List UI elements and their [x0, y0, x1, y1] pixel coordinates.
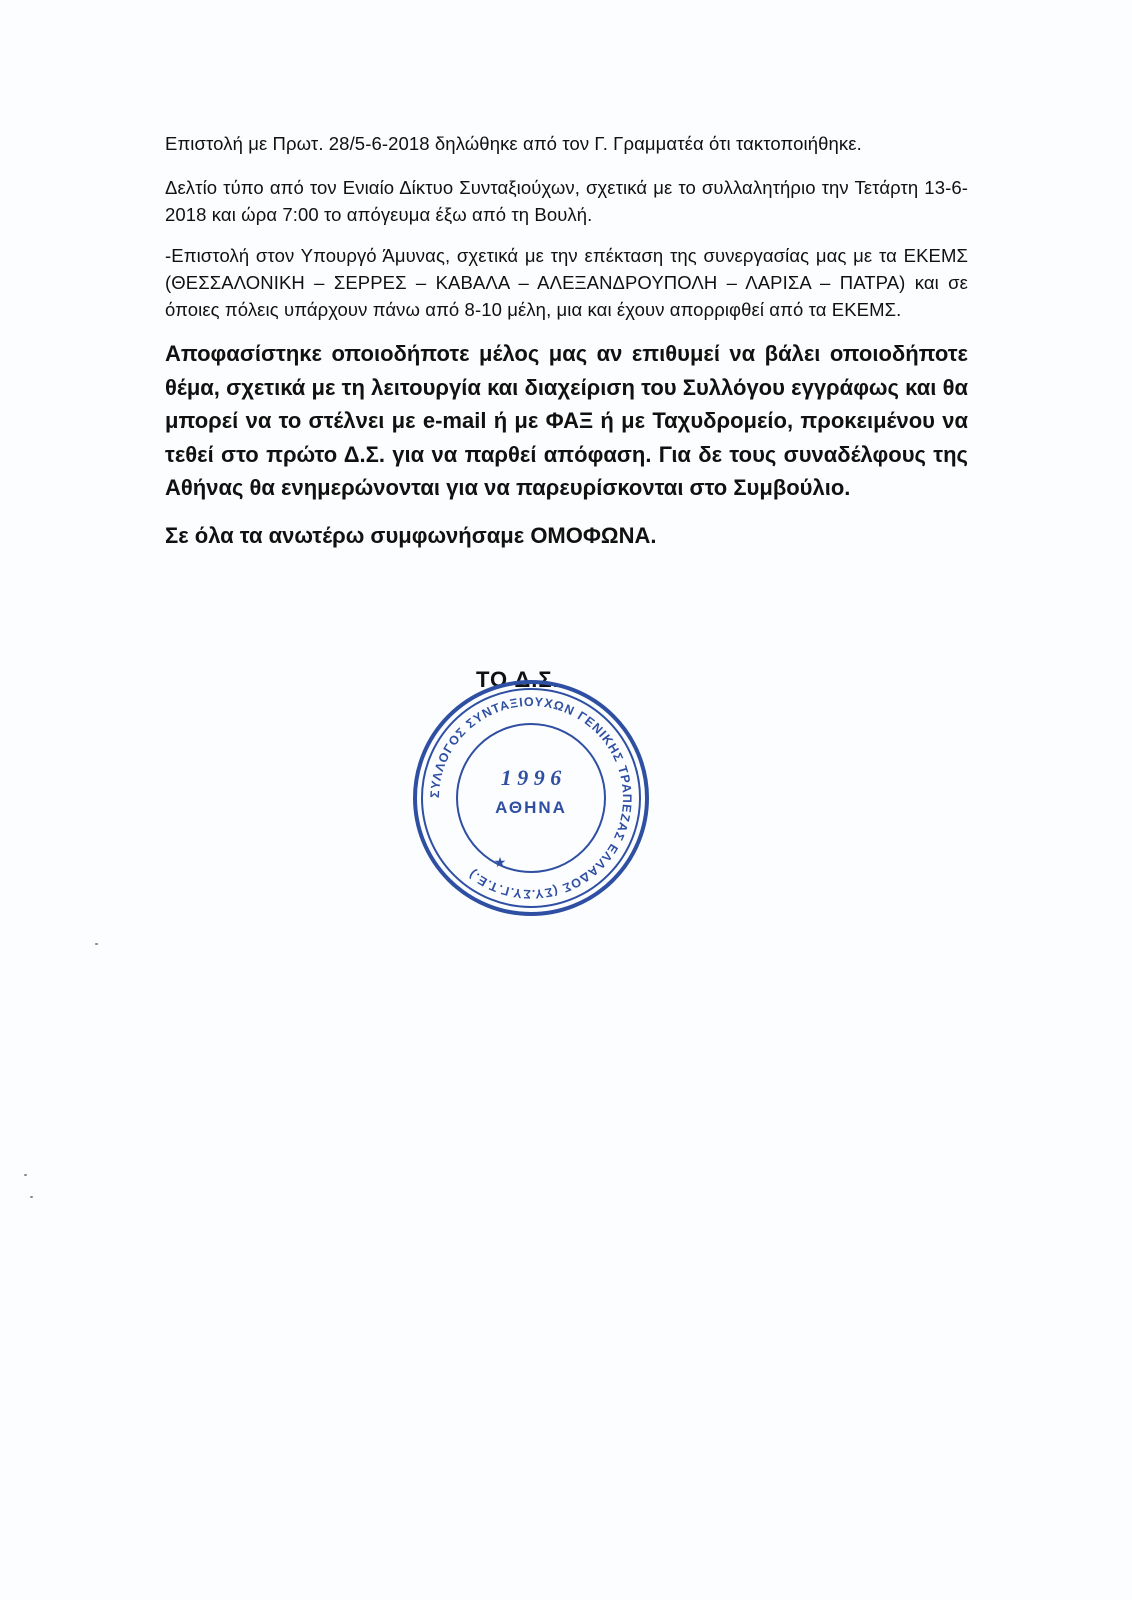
stamp-ring-text: ΣΥΛΛΟΓΟΣ ΣΥΝΤΑΞΙΟΥΧΩΝ ΓΕΝΙΚΗΣ ΤΡΑΠΕΖΑΣ ΕΛΛΑΔΟΣ (ΣΥ.ΣΥ.Γ.Τ.Ε.) [427, 694, 635, 902]
paragraph-agreement: Σε όλα τα ανωτέρω συμφωνήσαμε ΟΜΟΦΩΝΑ. [165, 522, 657, 548]
association-stamp [408, 675, 654, 921]
paragraph-letter-defense-minister: -Επιστολή στον Υπουργό Άμυνας, σχετικά με την επέκταση της συνεργασίας μας με τα ΕΚΕΜΣ (ΘΕΣΣΑΛΟΝΙΚΗ – ΣΕΡΡΕΣ – ΚΑΒΑΛΑ – ΑΛΕΞΑΝΔΡΟΥΠΟΛΗ – ΛΑΡΙΣΑ – ΠΑΤΡΑ) και σε όποιες πόλεις υπάρχουν πάνω από 8-10 μέλη, μια και έχουν απορριφθεί από τα ΕΚΕΜΣ. [165, 245, 968, 320]
stamp-year: 1 9 9 6 [500, 765, 562, 790]
paragraph-letter-protocol: Επιστολή με Πρωτ. 28/5-6-2018 δηλώθηκε από τον Γ. Γραμματέα ότι τακτοποιήθηκε. [165, 133, 862, 154]
document-body [165, 130, 968, 562]
board-signature: ΤΟ Δ.Σ. [476, 667, 560, 692]
stamp-city: ΑΘΗΝΑ [495, 798, 567, 817]
scan-speck [30, 1196, 33, 1198]
paragraph-decision: Αποφασίστηκε οποιοδήποτε μέλος μας αν επιθυμεί να βάλει οποιοδήποτε θέμα, σχετικά με τη λειτουργία και διαχείριση του Συλλόγου εγγράφως και θα μπορεί να το στέλνει με e-mail ή με ΦΑΞ ή με Ταχυδρομείο, προκειμένου να τεθεί στο πρώτο Δ.Σ. για να παρθεί απόφαση. Για δε τους συναδέλφους της Αθήνας θα ενημερώνονται για να παρευρίσκονται στο Συμβούλιο. [165, 341, 968, 500]
scan-speck [24, 1174, 27, 1176]
scan-speck [95, 943, 98, 945]
stamp-star-icon: ★ [493, 855, 507, 871]
paragraph-press-release: Δελτίο τύπο από τον Ενιαίο Δίκτυο Συνταξιούχων, σχετικά με το συλλαλητήριο την Τετάρτη 13-6-2018 και ώρα 7:00 το απόγευμα έξω από τη Βουλή. [165, 177, 968, 225]
